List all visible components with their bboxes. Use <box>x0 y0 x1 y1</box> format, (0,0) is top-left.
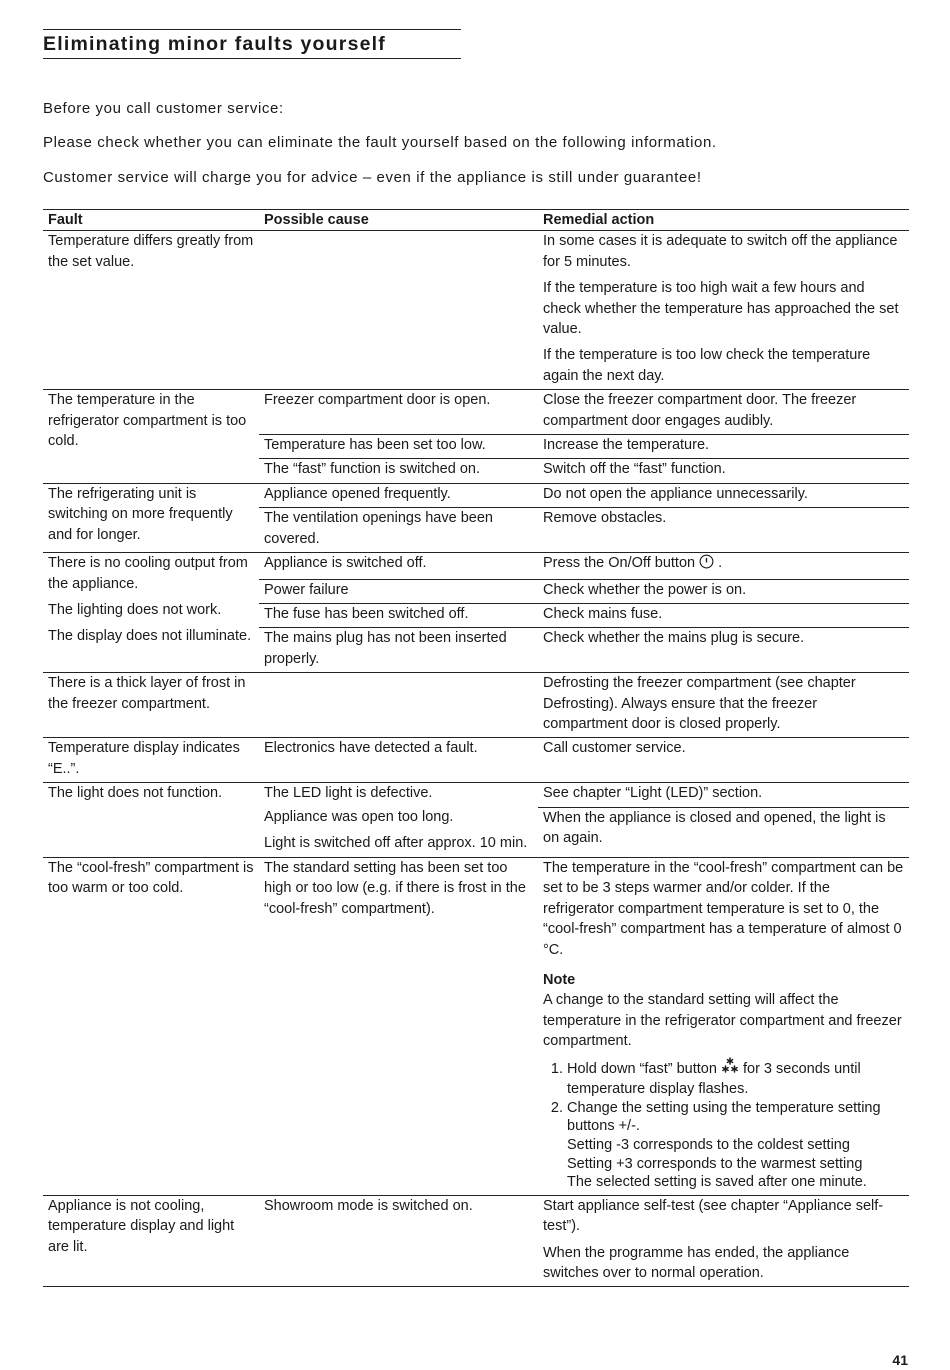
page-title: Eliminating minor faults yourself <box>43 33 386 55</box>
action-text-end: . <box>718 555 723 572</box>
table-row <box>43 673 909 738</box>
fault-table <box>43 209 909 1287</box>
section-title-block <box>43 29 461 59</box>
cause-cell: The standard setting has been set too high or too low (e.g. if there is frost in the “cool-fresh” compartment). <box>259 857 538 1195</box>
cause-cell: Power failure <box>259 579 538 603</box>
fault-cell <box>43 231 259 390</box>
action-text: Start appliance self-test (see chapter “Appliance self-test”). <box>543 1197 884 1235</box>
fault-text: The lighting does not work. <box>48 601 222 618</box>
fault-text: The temperature in the refrigerator compartment is too cold. <box>48 392 247 450</box>
fault-cell <box>43 483 259 552</box>
action-cell: Close the freezer compartment door. The freezer compartment door engages audibly. <box>538 390 909 435</box>
note-text: A change to the standard setting will affect the temperature in the refrigerator compartment and freezer compartment. <box>543 992 902 1050</box>
step-text: for 3 seconds until temperature display flashes. <box>567 1060 861 1098</box>
action-text: When the programme has ended, the appliance switches over to normal operation. <box>543 1244 850 1281</box>
action-cell <box>538 857 909 1195</box>
note-heading: Note <box>543 971 576 988</box>
fault-text: The refrigerating unit is switching on more frequently and for longer. <box>48 485 233 543</box>
action-cell: Switch off the “fast” function. <box>538 459 909 483</box>
table-row <box>43 231 909 390</box>
fault-text: There is no cooling output from the appliance. <box>48 555 248 592</box>
fault-cell: The light does not function. <box>43 783 259 858</box>
step-text: Change the setting using the temperature setting buttons +/-. <box>567 1099 881 1135</box>
cause-text: Appliance was open too long. <box>264 809 454 826</box>
cause-cell: The fuse has been switched off. <box>259 603 538 627</box>
fault-cell: Appliance is not cooling, temperature display and light are lit. <box>43 1195 259 1287</box>
action-text: In some cases it is adequate to switch off the appliance for 5 minutes. <box>543 233 898 270</box>
header-cause: Possible cause <box>259 210 538 231</box>
cause-cell: Freezer compartment door is open. <box>259 390 538 435</box>
cause-cell <box>259 231 538 390</box>
action-cell: See chapter “Light (LED)” section. <box>538 783 909 807</box>
step-text: Hold down “fast” button <box>567 1060 717 1077</box>
fault-cell: The “cool-fresh” compartment is too warm or too cold. <box>43 857 259 1195</box>
action-cell: Remove obstacles. <box>538 508 909 553</box>
intro-line-1: Before you call customer service: <box>43 100 284 117</box>
action-cell <box>538 231 909 390</box>
cause-cell <box>259 807 538 857</box>
fault-text: Temperature differs greatly from the set value. <box>48 233 254 270</box>
fault-cell <box>43 553 259 673</box>
steps-list <box>543 1057 904 1192</box>
cause-cell <box>259 673 538 738</box>
action-text: Press the On/Off button <box>543 555 696 572</box>
action-cell: Check whether the mains plug is secure. <box>538 628 909 673</box>
action-text: The temperature in the “cool-fresh” compartment can be set to be 3 steps warmer and/or colder. If the refrigerator compartment temperature is set to 0, the “cool-fresh” compartment has a temperature of almost 0 °C. <box>543 859 904 958</box>
action-cell <box>538 1195 909 1287</box>
header-action: Remedial action <box>538 210 909 231</box>
fault-text: The display does not illuminate. <box>48 628 252 645</box>
action-cell: Increase the temperature. <box>538 435 909 459</box>
table-header-row <box>43 210 909 231</box>
cause-text: Light is switched off after approx. 10 min. <box>264 835 528 852</box>
cause-cell: Appliance opened frequently. <box>259 483 538 507</box>
intro-line-3: Customer service will charge you for advice – even if the appliance is still under guarantee! <box>43 169 702 186</box>
cause-cell: Appliance is switched off. <box>259 553 538 579</box>
table-row <box>43 1195 909 1287</box>
table-row <box>43 390 909 435</box>
table-row <box>43 857 909 1195</box>
action-text: If the temperature is too low check the temperature again the next day. <box>543 347 871 384</box>
action-cell: Call customer service. <box>538 738 909 783</box>
step-text: Setting -3 corresponds to the coldest setting <box>567 1136 850 1153</box>
cause-cell: The mains plug has not been inserted properly. <box>259 628 538 673</box>
list-item <box>567 1099 904 1192</box>
cause-cell: The “fast” function is switched on. <box>259 459 538 483</box>
action-text: If the temperature is too high wait a few hours and check whether the temperature has approached the set value. <box>543 280 899 338</box>
step-text: Setting +3 corresponds to the warmest setting <box>567 1155 863 1172</box>
page-number: 41 <box>892 1352 908 1368</box>
table-row <box>43 783 909 807</box>
table-row <box>43 738 909 783</box>
action-cell: Defrosting the freezer compartment (see chapter Defrosting). Always ensure that the freezer compartment door is closed properly. <box>538 673 909 738</box>
snowflake-fast-icon <box>721 1057 739 1081</box>
step-text: The selected setting is saved after one minute. <box>567 1174 867 1191</box>
fault-cell <box>43 390 259 484</box>
action-cell: When the appliance is closed and opened, the light is on again. <box>538 807 909 857</box>
action-cell <box>538 553 909 579</box>
header-fault: Fault <box>43 210 259 231</box>
cause-cell: Temperature has been set too low. <box>259 435 538 459</box>
fault-cell: Temperature display indicates “E..”. <box>43 738 259 783</box>
cause-cell: Showroom mode is switched on. <box>259 1195 538 1287</box>
cause-cell: Electronics have detected a fault. <box>259 738 538 783</box>
power-icon <box>699 554 714 575</box>
table-row <box>43 553 909 579</box>
table-row <box>43 483 909 507</box>
cause-cell: The LED light is defective. <box>259 783 538 807</box>
list-item <box>567 1057 904 1099</box>
fault-cell: There is a thick layer of frost in the freezer compartment. <box>43 673 259 738</box>
action-cell: Check whether the power is on. <box>538 579 909 603</box>
intro-line-2: Please check whether you can eliminate the fault yourself based on the following information. <box>43 134 717 151</box>
cause-cell: The ventilation openings have been covered. <box>259 508 538 553</box>
action-cell: Do not open the appliance unnecessarily. <box>538 483 909 507</box>
action-cell: Check mains fuse. <box>538 603 909 627</box>
